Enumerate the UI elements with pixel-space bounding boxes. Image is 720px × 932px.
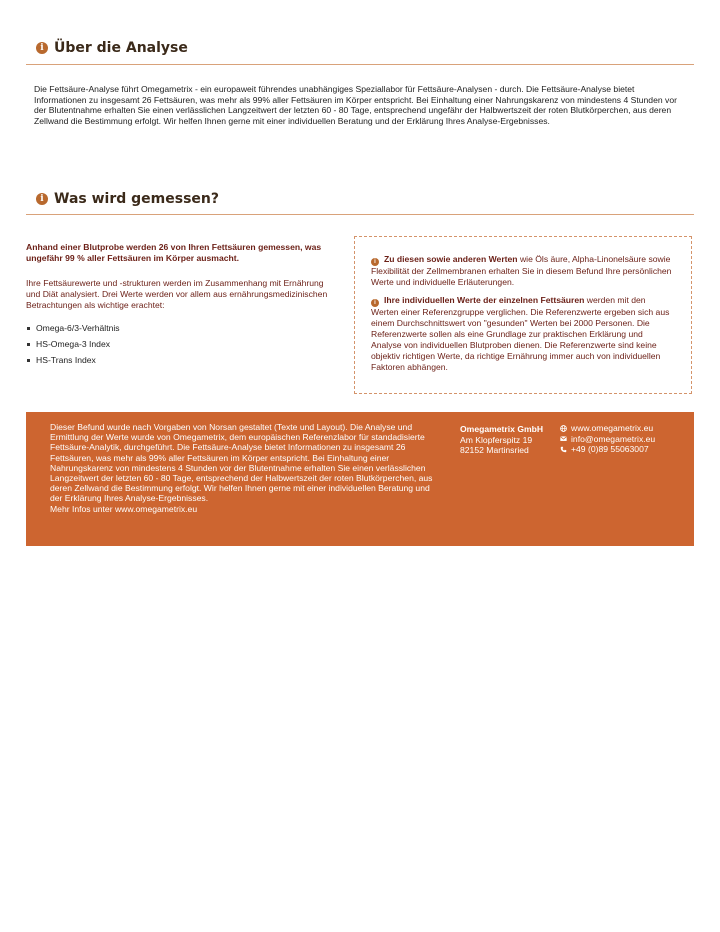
phone-number: +49 (0)89 55063007 bbox=[571, 444, 649, 454]
footer-more-link[interactable]: www.omegametrix.eu bbox=[114, 503, 198, 514]
footer-banner bbox=[26, 412, 694, 546]
info-icon: i bbox=[371, 299, 379, 307]
footer-contact bbox=[560, 423, 655, 455]
company-name: Omegametrix GmbH bbox=[460, 424, 544, 434]
footer-text-block bbox=[50, 422, 440, 514]
list-item: HS-Omega-3 Index bbox=[26, 339, 338, 350]
measured-left-column bbox=[26, 242, 338, 371]
website-row[interactable] bbox=[560, 423, 655, 434]
footer-more-label: Mehr Infos unter bbox=[50, 503, 115, 514]
list-item: HS-Trans Index bbox=[26, 355, 338, 366]
footer-address bbox=[460, 424, 543, 456]
note-text-1: wie Öls äure, Alpha-Linonelsäure sowie Flexibilität der Zellmembranen erhalten Sie in diesem Befund Ihre persönlichen Werte und individuelle Erläuterungen. bbox=[371, 254, 672, 287]
info-icon: i bbox=[36, 193, 48, 205]
company-street: Am Klopferspitz 19 bbox=[460, 434, 533, 445]
measured-section-title bbox=[36, 191, 219, 207]
section-divider bbox=[26, 64, 694, 65]
section-divider bbox=[26, 214, 694, 215]
measured-bullet-list bbox=[26, 323, 338, 366]
measured-paragraph: Ihre Fettsäurewerte und -strukturen werden im Zusammenhang mit Ernährung und Diät analysiert. Drei Werte werden vor allem aus ernährungsmedizinischen Betrachtungen als wichtige erachtet: bbox=[26, 278, 328, 310]
note-paragraph-1 bbox=[371, 254, 675, 288]
about-title: Über die Analyse bbox=[54, 40, 188, 56]
note-paragraph-2 bbox=[371, 295, 675, 373]
email-link[interactable]: info@omegametrix.eu bbox=[571, 433, 656, 444]
about-section-title bbox=[36, 40, 188, 56]
list-item: Omega-6/3-Verhältnis bbox=[26, 323, 338, 334]
reference-note-box bbox=[354, 236, 692, 394]
globe-icon bbox=[560, 425, 567, 432]
phone-row bbox=[560, 444, 655, 455]
envelope-icon bbox=[560, 435, 567, 442]
note-bold-2: Ihre individuellen Werte der einzelnen Fettsäuren bbox=[384, 295, 585, 305]
measured-title: Was wird gemessen? bbox=[54, 191, 219, 207]
measured-lead: Anhand einer Blutprobe werden 26 von Ihren Fettsäuren gemessen, was ungefähr 99 % aller Fettsäuren im Körper ausmacht. bbox=[26, 242, 322, 263]
info-icon: i bbox=[36, 42, 48, 54]
website-link[interactable]: www.omegametrix.eu bbox=[571, 423, 654, 433]
phone-icon bbox=[560, 446, 567, 453]
note-bold-1: Zu diesen sowie anderen Werten bbox=[384, 254, 518, 264]
about-text: Die Fettsäure-Analyse führt Omegametrix - ein europaweit führendes unabhängiges Speziallabor für Fettsäure-Analysen - durch. Die Fettsäure-Analyse bietet Informationen zu insgesamt 26 Fettsäuren, was mehr als 99% aller Fettsäuren im Körper entspricht. Bei Einhaltung einer Nahrungskarenz von mindestens 4 Stunden vor der Blutentnahme erhalten Sie einen verlässlichen Langzeitwert der letzten 60 - 80 Tage, entsprechend ungefähr der Halbwertszeit der roten Blutkörperchen, aus deren Zellwand die Bestimmung erfolgt. Wir helfen Ihnen gerne mit einer individuellen Beratung und der Erklärung Ihres Analyse-Ergebnisses. bbox=[34, 84, 677, 126]
footer-text: Dieser Befund wurde nach Vorgaben von Norsan gestaltet (Texte und Layout). Die Analyse und Ermittlung der Werte wurde von Omegametrix, dem europäischen Referenzlabor für standadisierte Fettsäure-Analytik, durchgeführt. Die Fettsäure-Analyse bietet Informationen zu insgesamt 26 Fettsäuren, was mehr als 99% aller Fettsäuren im Körper entspricht. Bei Einhaltung einer Nahrungskarenz von mindestens 4 Stunden vor der Blutentnahme erhalten Sie einen verlässlichen Langzeitwert der letzten 60 - 80 Tage, entsprechend der Halbwertszeit der roten Blutkörperchen, aus deren Zellwand die Bestimmung erfolgt. Wir helfen Ihnen gerne mit einer individuellen Beratung und der Erklärung Ihres Analyse-Ergebnisses. bbox=[50, 422, 433, 504]
info-icon: i bbox=[371, 258, 379, 266]
note-text-2: werden mit den Werten einer Referenzgruppe verglichen. Die Referenzwerte ergeben sich aus einem Durchschnittswert von "gesunden" Werten bei 2000 Personen. Die Referenzwerte sollen als eine Grundlage zur praktischen Erklärung und Analyse von individuellen Blutproben dienen. Die Referenzwerte sind keine objektiv richtigen Werte, da richtige Ernährung immer auch von individuellen Faktoren abhängen. bbox=[371, 295, 670, 372]
email-row[interactable] bbox=[560, 434, 655, 445]
company-city: 82152 Martinsried bbox=[460, 445, 529, 455]
